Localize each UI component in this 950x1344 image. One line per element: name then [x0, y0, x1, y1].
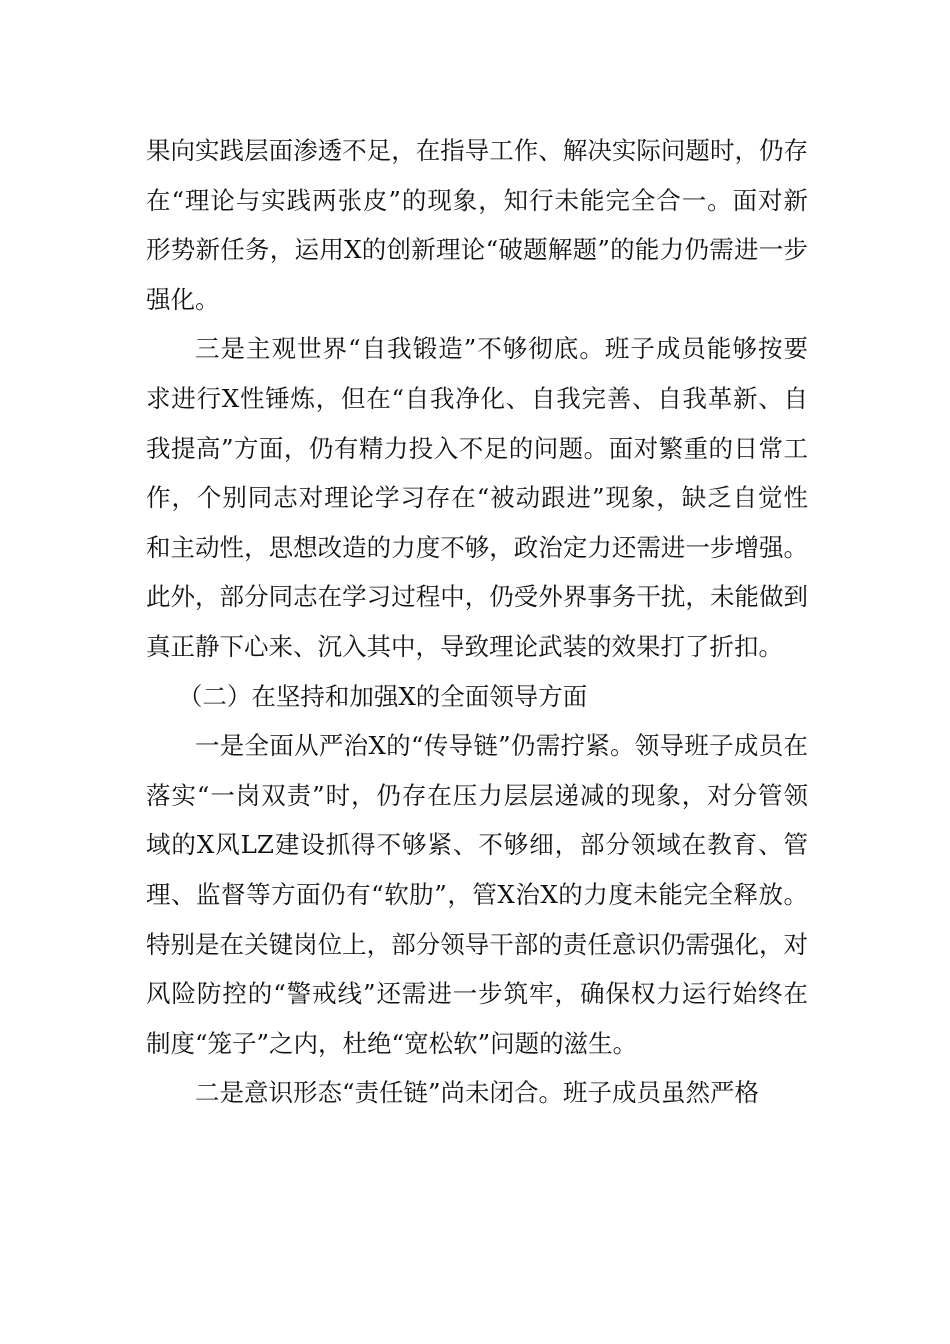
paragraph-transmission-chain: 一是全面从严治X的“传导链”仍需拧紧。领导班子成员在落实“一岗双责”时，仍存在压力层层递减的现象，对分管领域的X风LZ建设抓得不够紧、不够细，部分领域在教育、管理、监督等方面仍有“软肋”，管X治X的力度未能完全释放。特别是在关键岗位上，部分领导干部的责任意识仍需强化，对风险防控的“警戒线”还需进一步筑牢，确保权力运行始终在制度“笼子”之内，杜绝“宽松软”问题的滋生。 [146, 731, 808, 1058]
section-heading: （二）在坚持和加强X的全面领导方面 [177, 681, 588, 711]
paragraph-responsibility-chain: 二是意识形态“责任链”尚未闭合。班子成员虽然严格 [195, 1078, 760, 1108]
paragraph-continuation: 果向实践层面渗透不足，在指导工作、解决实际问题时，仍存在“理论与实践两张皮”的现象，知行未能完全合一。面对新形势新任务，运用X的创新理论“破题解题”的能力仍需进一步强化。 [146, 136, 808, 314]
paragraph-self-forging: 三是主观世界“自我锻造”不够彻底。班子成员能够按要求进行X性锤炼，但在“自我净化、自我完善、自我革新、自我提高”方面，仍有精力投入不足的问题。面对繁重的日常工作，个别同志对理论学习存在“被动跟进”现象，缺乏自觉性和主动性，思想改造的力度不够，政治定力还需进一步增强。此外，部分同志在学习过程中，仍受外界事务干扰，未能做到真正静下心来、沉入其中，导致理论武装的效果打了折扣。 [146, 334, 808, 661]
document-body [146, 126, 808, 1118]
